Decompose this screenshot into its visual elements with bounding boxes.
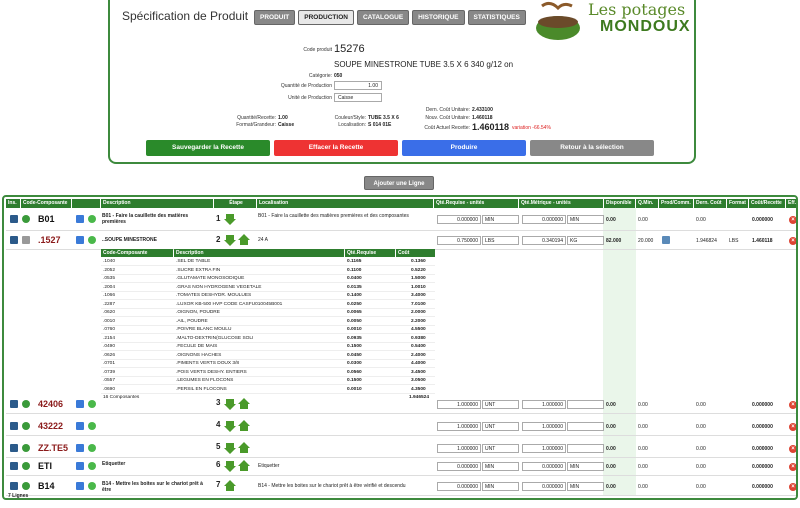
production-qty-input[interactable]: 1.00: [334, 81, 382, 90]
arrow-down-icon[interactable]: [224, 442, 236, 454]
col-header-available: Disponible: [604, 199, 635, 208]
link-icon[interactable]: [22, 444, 30, 452]
sub-cost: 3.4500: [411, 369, 426, 375]
green-circle-icon[interactable]: [88, 462, 96, 470]
col-header-recipe-cost: Coût/Recette: [749, 199, 785, 208]
sub-qty: 0.1165: [347, 259, 362, 264]
tab-production[interactable]: PRODUCTION: [298, 10, 354, 25]
sub-qty: 0.0250: [347, 301, 362, 307]
product-code: 15276: [334, 43, 365, 55]
grid-icon[interactable]: [22, 236, 30, 244]
col-header-last-cost: Dern. Coût: [694, 199, 726, 208]
calculator-icon[interactable]: [10, 444, 18, 452]
col-header-step: Étape: [214, 199, 256, 208]
qty-recipe-label: Quantité/Recette:: [237, 115, 276, 121]
delete-icon[interactable]: ×: [789, 423, 797, 431]
clear-recipe-button[interactable]: Effacer la Recette: [274, 140, 398, 156]
calculator-icon[interactable]: [10, 482, 18, 490]
sub-code: .0626: [103, 352, 116, 358]
sub-header-cost: Coût: [396, 249, 435, 257]
arrow-down-icon[interactable]: [224, 234, 236, 246]
col-header-code: Code-Composante: [21, 199, 71, 208]
sub-code: .0739: [103, 369, 116, 375]
variation-value: variation -66.54%: [512, 125, 551, 131]
row-description: Etiquetter: [102, 461, 126, 467]
component-code[interactable]: B14: [38, 481, 55, 491]
table-row: [6, 395, 796, 414]
add-line-button[interactable]: Ajouter une Ligne: [364, 176, 434, 190]
col-header-prod: Prod/Comm.: [659, 199, 693, 208]
metric-unit-select[interactable]: MIN: [567, 462, 604, 471]
table-row: [6, 232, 796, 250]
sub-code: .2004: [103, 284, 116, 290]
sub-cost: 4.3500: [411, 386, 426, 392]
sub-row: [101, 284, 435, 292]
sub-description: .GRAS NON HYDROGENE VEGETALE: [176, 284, 262, 290]
sub-code: .0535: [103, 276, 116, 281]
recipe-cost-value: 0.000000: [752, 464, 773, 470]
sub-description: .PERSIL EN FLOCONS: [176, 386, 227, 392]
sub-cost: 4.4000: [411, 361, 426, 366]
metric-unit-select[interactable]: KG: [567, 236, 604, 245]
qmin-value: 0.00: [638, 402, 648, 408]
component-code[interactable]: ETI: [38, 461, 53, 471]
table-row: [6, 209, 796, 231]
sub-code: .2052: [103, 267, 116, 273]
sub-qty: 0.0010: [347, 327, 362, 332]
table-row: [6, 477, 796, 496]
sub-row: [101, 335, 435, 343]
qmin-value: 0.00: [638, 484, 648, 490]
col-header-description: Description: [101, 199, 213, 208]
tab-produit[interactable]: PRODUIT: [254, 10, 295, 25]
produce-button[interactable]: Produire: [402, 140, 526, 156]
row-step: 3: [216, 398, 221, 407]
sub-code: .1040: [103, 259, 116, 264]
qty-recipe-value: 1.00: [278, 115, 288, 121]
sub-code: .0701: [103, 361, 116, 366]
sub-code: .0557: [103, 378, 116, 383]
row-location: Etiquetter: [258, 463, 280, 469]
sub-description: .SUCRE EXTRA FIN: [176, 267, 221, 273]
last-cost-label: Dern. Coût Unitaire:: [425, 107, 470, 113]
swap-icon[interactable]: [76, 482, 84, 490]
component-code[interactable]: 42406: [38, 399, 64, 409]
qty-required-input[interactable]: 0.000000: [437, 482, 481, 491]
available-value: 0.00: [606, 484, 616, 490]
sub-row: [101, 292, 435, 300]
sub-cost: 7.0100: [411, 301, 426, 307]
swap-icon[interactable]: [76, 422, 84, 430]
sub-code: .0490: [103, 344, 116, 349]
available-value: 0.00: [606, 217, 616, 223]
location-value: S 014 01E: [368, 122, 392, 128]
table-row: [6, 417, 796, 436]
recipe-cost-value: 0.000000: [752, 402, 773, 408]
sub-qty: 0.0400: [347, 276, 362, 281]
sub-qty: 0.1100: [347, 267, 362, 273]
recipe-cost-value: 0.000000: [752, 217, 773, 223]
sub-code: .0010: [103, 318, 116, 324]
sub-cost: 4.5500: [411, 327, 426, 332]
col-header-format: Format: [727, 199, 748, 208]
sub-cost: 0.5400: [411, 344, 426, 349]
calculator-icon[interactable]: [10, 462, 18, 470]
color-label: Couleur/Style:: [334, 115, 366, 121]
recipe-cost-value: 0.000000: [752, 424, 773, 430]
sub-cost: 1.0010: [411, 284, 426, 290]
sub-qty: 0.1500: [347, 378, 362, 383]
last-cost-value: 0.00: [696, 484, 706, 490]
sub-code: .0620: [103, 310, 116, 315]
row-step: 5: [216, 442, 221, 451]
swap-icon[interactable]: [76, 444, 84, 452]
component-count: 16 Composantes: [103, 395, 140, 400]
sub-description: .FECULE DE MAIS: [176, 344, 218, 349]
sub-cost: 2.2000: [411, 318, 426, 324]
qmin-value: 0.00: [638, 464, 648, 470]
company-logo: [530, 0, 698, 44]
sub-qty: 0.0065: [347, 310, 362, 315]
sub-cost: 0.1360: [411, 259, 426, 264]
sub-row: [101, 326, 435, 334]
recipe-cost-value: 0.000000: [752, 446, 773, 452]
category-label: Catégorie:: [308, 73, 332, 79]
sub-description: .LUXOR KB-500 HVP CODE CASFU010045B001: [176, 301, 283, 307]
arrow-up-icon[interactable]: [238, 420, 250, 432]
available-value: 0.00: [606, 446, 616, 452]
sub-header-code: Code-Composante: [101, 249, 173, 257]
qmin-value: 0.00: [638, 424, 648, 430]
link-icon[interactable]: [22, 482, 30, 490]
metric-unit-select[interactable]: MIN: [567, 215, 604, 224]
arrow-up-icon[interactable]: [238, 442, 250, 454]
qmin-value: 20.000: [638, 238, 654, 244]
sub-qty: 0.0135: [347, 284, 362, 290]
delete-icon[interactable]: ×: [789, 483, 797, 491]
sub-description: .GLUTAMATE MONOSODIQUE: [176, 276, 245, 281]
calculator-icon[interactable]: [10, 422, 18, 430]
back-to-selection-button[interactable]: Retour à la sélection: [530, 140, 654, 156]
format-value: Caisse: [278, 122, 295, 128]
sub-description: .MALTO-DEXTRIN(GLUCOSE SOLI: [176, 335, 254, 341]
qty-metric-input[interactable]: 0.340194: [522, 236, 566, 245]
component-code[interactable]: B01: [38, 214, 55, 224]
qty-metric-input[interactable]: 1.000000: [522, 422, 566, 431]
sub-qty: 0.1400: [347, 293, 362, 298]
product-description: SOUPE MINESTRONE TUBE 3.5 X 6 340 g/12 on: [334, 60, 514, 69]
qty-unit-select[interactable]: MIN: [482, 482, 519, 491]
metric-unit-select[interactable]: MIN: [567, 482, 604, 491]
delete-icon[interactable]: ×: [789, 237, 797, 245]
sub-description: .OIGNON, POUDRE: [176, 310, 220, 315]
qty-metric-input[interactable]: 0.000000: [522, 482, 566, 491]
sub-row: [101, 343, 435, 351]
sub-description: .POIS VERTS DESHY. ENTIERS: [176, 369, 247, 375]
qty-required-input[interactable]: 1.000000: [437, 400, 481, 409]
row-step: 1: [216, 214, 221, 223]
qty-required-input[interactable]: 1.000000: [437, 422, 481, 431]
qmin-value: 0.00: [638, 217, 648, 223]
qty-unit-select[interactable]: UNT: [482, 422, 519, 431]
qty-metric-input[interactable]: 0.000000: [522, 215, 566, 224]
sub-qty: 0.1500: [347, 344, 362, 349]
page-title: Spécification de Produit: [122, 9, 249, 23]
row-step: 4: [216, 420, 221, 429]
recipe-cost-value: 1.460118: [752, 238, 773, 244]
sub-description: .OIGNONS HACHES: [176, 352, 222, 358]
logo-text-top: Les potages: [588, 0, 686, 19]
sub-qty: 0.0560: [347, 369, 362, 375]
new-cost-label: Nouv. Coût Unitaire:: [425, 115, 470, 121]
table-row: [6, 439, 796, 458]
row-description: B01 - Faire la cauillette des matières premières: [102, 213, 189, 225]
delete-icon[interactable]: ×: [789, 463, 797, 471]
col-header-delete: Eff.: [788, 200, 797, 206]
component-code[interactable]: .1527: [38, 235, 61, 245]
col-header-location: Localisation: [257, 199, 433, 208]
available-value: 0.00: [606, 464, 616, 470]
production-unit-input[interactable]: Caisse: [334, 93, 382, 102]
green-circle-icon[interactable]: [88, 482, 96, 490]
last-cost-value: 0.00: [696, 217, 706, 223]
sub-qty: 0.0450: [347, 352, 362, 358]
sub-header-qty: Qté.Requise: [345, 249, 395, 257]
sub-code: .0760: [103, 327, 116, 332]
swap-icon[interactable]: [76, 462, 84, 470]
qty-unit-select[interactable]: LBS: [482, 236, 519, 245]
logo-text-bottom: MONDOUX: [600, 18, 691, 35]
green-circle-icon[interactable]: [88, 444, 96, 452]
green-circle-icon[interactable]: [88, 215, 96, 223]
row-step: 7: [216, 480, 221, 489]
sub-description: .POIVRE BLANC MOULU: [176, 327, 232, 332]
delete-icon[interactable]: ×: [789, 445, 797, 453]
sub-row: [101, 369, 435, 377]
last-cost-value: 1.946824: [696, 238, 717, 244]
col-header-qty-metric: Qté.Métrique - unités: [519, 199, 603, 208]
sub-row: [101, 386, 435, 394]
available-value: 0.00: [606, 424, 616, 430]
sub-code: .2287: [103, 301, 116, 307]
sub-cost: 0.5220: [411, 267, 426, 273]
available-value: 0.00: [606, 402, 616, 408]
component-total: 1.946524: [409, 395, 430, 400]
recipe-grid: [2, 195, 798, 500]
col-header-qmin: Q.Min.: [636, 199, 658, 208]
green-circle-icon[interactable]: [88, 422, 96, 430]
row-location: B01 - Faire la cauillette des matières premières et des composantes: [258, 213, 409, 219]
row-location: B14 - Mettre les boites sur le chariot prêt à être vérifié et descendu: [258, 483, 406, 489]
component-code[interactable]: ZZ.TE5: [38, 443, 69, 453]
qmin-value: 0.00: [638, 446, 648, 452]
category-value: 050: [334, 73, 343, 79]
tab-statistiques[interactable]: STATISTIQUES: [468, 10, 526, 25]
sub-description: .AIL, POUDRE: [176, 318, 208, 324]
qty-unit-select[interactable]: UNT: [482, 400, 519, 409]
arrow-up-icon[interactable]: [224, 480, 236, 492]
new-cost-value: 1.460118: [472, 115, 493, 121]
sub-description: .PIMENTS VERTS DOUX 3/8: [176, 361, 240, 366]
sub-description: .TOMATES DESHYDR. MOULUES: [176, 293, 252, 298]
col-header-ins: Ins.: [6, 199, 20, 208]
arrow-up-icon[interactable]: [238, 460, 250, 472]
sub-qty: 0.0010: [347, 386, 362, 392]
save-recipe-button[interactable]: Sauvegarder la Recette: [146, 140, 270, 156]
tab-historique[interactable]: HISTORIQUE: [412, 10, 464, 25]
component-code[interactable]: 43222: [38, 421, 64, 431]
current-cost-value: 1.460118: [472, 122, 510, 132]
arrow-down-icon[interactable]: [224, 420, 236, 432]
location-label: Localisation:: [338, 122, 366, 128]
last-cost-value: 0.00: [696, 402, 706, 408]
qty-metric-input[interactable]: 1.000000: [522, 444, 566, 453]
sub-qty: 0.0050: [347, 318, 362, 324]
last-cost-value: 0.00: [696, 446, 706, 452]
format-value: LBS: [729, 238, 739, 244]
metric-unit-select[interactable]: [567, 422, 604, 431]
last-cost-value: 0.00: [696, 424, 706, 430]
metric-unit-select[interactable]: [567, 444, 604, 453]
arrow-up-icon[interactable]: [238, 234, 250, 246]
unit-label: Unité de Production: [288, 95, 332, 101]
sub-qty: 0.0935: [347, 335, 362, 341]
sub-description: .SEL DE TABLE: [176, 259, 211, 264]
green-circle-icon[interactable]: [88, 236, 96, 244]
sub-row: [101, 275, 435, 283]
code-label: Code produit: [303, 47, 332, 53]
row-step: 2: [216, 235, 221, 244]
metric-unit-select[interactable]: [567, 400, 604, 409]
sub-row: [101, 352, 435, 360]
sub-description: .LEGUMES EN FLOCONS: [176, 378, 234, 383]
row-description: B14 - Mettre les boites sur le chariot prêt à être: [102, 481, 203, 493]
calculator-icon[interactable]: [10, 236, 18, 244]
arrow-down-icon[interactable]: [224, 213, 236, 225]
sub-header-description: Description: [174, 249, 344, 257]
sub-row: [101, 318, 435, 326]
tab-bar: [254, 10, 526, 25]
calendar-icon[interactable]: [662, 236, 670, 244]
sub-cost: 2.4000: [411, 352, 426, 358]
sub-row: [101, 301, 435, 309]
swap-icon[interactable]: [76, 215, 84, 223]
qty-metric-input[interactable]: 0.000000: [522, 462, 566, 471]
table-row: [6, 457, 796, 476]
link-icon[interactable]: [22, 422, 30, 430]
qty-required-input[interactable]: 0.750000: [437, 236, 481, 245]
arrow-down-icon[interactable]: [224, 398, 236, 410]
qty-metric-input[interactable]: 1.000000: [522, 400, 566, 409]
current-cost-label: Coût Actuel Recette:: [424, 125, 470, 131]
sub-qty: 0.0300: [347, 361, 362, 366]
swap-icon[interactable]: [76, 400, 84, 408]
sub-cost: 0.9380: [411, 335, 426, 341]
sub-cost: 3.0500: [411, 378, 426, 383]
qty-required-input[interactable]: 0.000000: [437, 215, 481, 224]
sub-row: [101, 258, 435, 266]
swap-icon[interactable]: [76, 236, 84, 244]
product-spec-panel: [108, 0, 696, 164]
calculator-icon[interactable]: [10, 400, 18, 408]
soup-pot-icon: [530, 0, 590, 44]
sub-row: [101, 377, 435, 385]
delete-icon[interactable]: ×: [789, 401, 797, 409]
sub-code: .1066: [103, 293, 116, 298]
tab-catalogue[interactable]: CATALOGUE: [357, 10, 409, 25]
calculator-icon[interactable]: [10, 215, 18, 223]
sub-code: .0690: [103, 386, 116, 392]
qty-unit-select[interactable]: MIN: [482, 215, 519, 224]
line-count: 7 Lignes: [8, 493, 29, 499]
qty-required-input[interactable]: 0.000000: [437, 462, 481, 471]
sub-row: [101, 360, 435, 368]
recipe-cost-value: 0.000000: [752, 484, 773, 490]
col-header-blank: [72, 199, 100, 208]
arrow-down-icon[interactable]: [224, 460, 236, 472]
arrow-up-icon[interactable]: [238, 398, 250, 410]
sub-code: .2154: [103, 335, 116, 341]
delete-icon[interactable]: ×: [789, 216, 797, 224]
qty-label: Quantité de Production: [280, 83, 332, 89]
row-step: 6: [216, 460, 221, 469]
col-header-qty-req: Qté.Requise - unités: [434, 199, 518, 208]
sub-cost: 2.0000: [411, 310, 426, 315]
last-cost-value: 2.433100: [472, 107, 493, 113]
row-location: 24 A: [258, 237, 269, 243]
color-value: TUBE 3.5 X 6: [368, 115, 399, 121]
qty-required-input[interactable]: 1.000000: [437, 444, 481, 453]
link-icon[interactable]: [22, 215, 30, 223]
green-circle-icon[interactable]: [88, 400, 96, 408]
qty-unit-select[interactable]: MIN: [482, 462, 519, 471]
available-value: 82.000: [606, 238, 622, 244]
qty-unit-select[interactable]: UNT: [482, 444, 519, 453]
link-icon[interactable]: [22, 462, 30, 470]
format-label: Format/Grandeur:: [236, 122, 276, 128]
sub-row: [101, 267, 435, 275]
last-cost-value: 0.00: [696, 464, 706, 470]
row-description: ..SOUPE MINESTRONE: [102, 237, 158, 243]
sub-cost: 3.4000: [411, 293, 426, 298]
sub-cost: 1.5000: [411, 276, 426, 281]
sub-row: [101, 309, 435, 317]
link-icon[interactable]: [22, 400, 30, 408]
